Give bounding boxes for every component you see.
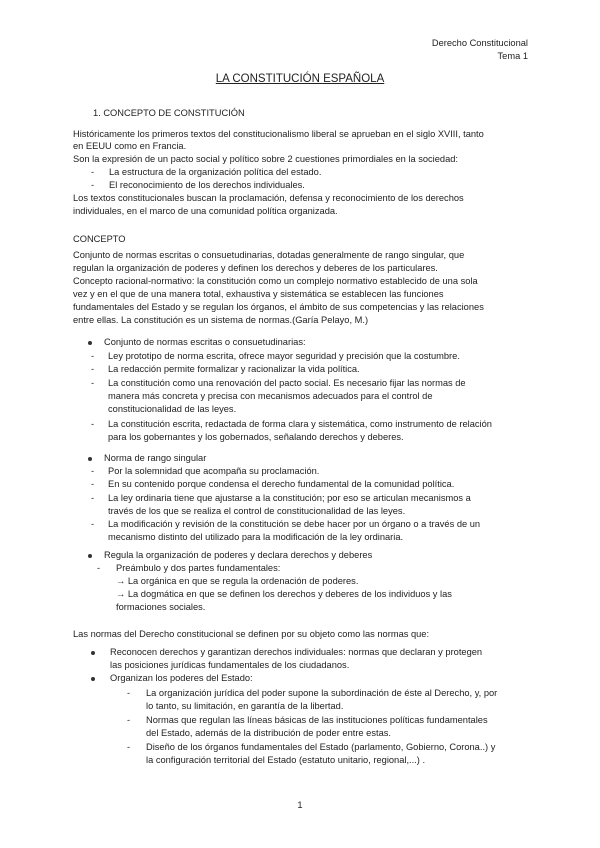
bullet-title: Regula la organización de poderes y declara derechos y deberes — [104, 550, 373, 560]
list-item-cont: constitucionalidad de las leyes. — [108, 404, 237, 414]
list-item: Por la solemnidad que acompaña su proclamación. — [108, 466, 320, 476]
bullet-dot — [91, 677, 95, 681]
outro-line: individuales, en el marco de una comunidad política organizada. — [73, 206, 338, 216]
normas-intro: Las normas del Derecho constitucional se definen por su objeto como las normas que: — [73, 629, 430, 639]
list-item-cont: través de los que se realiza el control de constitucionalidad de las leyes. — [108, 506, 406, 516]
concepto-line: Conjunto de normas escritas o consuetudinarias, dotadas generalmente de rango singular, que — [73, 250, 465, 260]
dash-marker: - — [91, 351, 95, 361]
page-title: LA CONSTITUCIÓN ESPAÑOLA — [215, 73, 385, 85]
dash-marker: - — [91, 167, 95, 177]
list-item: La constitución escrita, redactada de forma clara y sistemática, como instrumento de relación — [108, 419, 492, 429]
bullet-title: Organizan los poderes del Estado: — [110, 673, 253, 683]
concepto-line: vez y en el que de una manera total, exhaustiva y sistemática se establecen las funciones — [73, 289, 444, 299]
list-item: Ley prototipo de norma escrita, ofrece mayor seguridad y precisión que la costumbre. — [108, 351, 460, 361]
dash-marker: - — [127, 715, 131, 725]
page-number: 1 — [297, 800, 303, 810]
concepto-line: regulan la organización de poderes y definen los derechos y deberes de los particulares. — [73, 263, 438, 273]
intro-line: en EEUU como en Francia. — [73, 141, 187, 151]
list-item: El reconocimiento de los derechos individuales. — [109, 180, 305, 190]
dash-marker: - — [91, 378, 95, 388]
list-item: La redacción permite formalizar y racionalizar la vida política. — [108, 364, 360, 374]
header-subject: Derecho Constitucional — [431, 38, 528, 48]
concepto-line: entre ellas. La constitución es un sistema de normas.(Garía Pelayo, M.) — [73, 315, 369, 325]
list-item: En su contenido porque condensa el derecho fundamental de la comunidad política. — [108, 479, 455, 489]
list-item-cont: manera más concreta y precisa con mecanismos adecuados para el control de — [108, 391, 433, 401]
list-item-cont: lo tanto, su limitación, en garantía de la libertad. — [146, 701, 344, 711]
intro-line: Son la expresión de un pacto social y político sobre 2 cuestiones primordiales en la sociedad: — [73, 154, 459, 164]
concepto-heading: CONCEPTO — [73, 234, 126, 244]
dash-marker: - — [91, 419, 95, 429]
list-item: Normas que regulan las líneas básicas de las instituciones políticas fundamentales — [146, 715, 488, 725]
bullet-cont: las posiciones jurídicas fundamentales de los ciudadanos. — [110, 660, 350, 670]
bullet-title: Norma de rango singular — [104, 453, 207, 463]
list-item: La constitución como una renovación del pacto social. Es necesario fijar las normas de — [108, 378, 466, 388]
list-item-cont: para los gobernantes y los gobernados, señalando derechos y deberes. — [108, 432, 404, 442]
bullet-dot — [88, 341, 92, 345]
intro-line: Históricamente los primeros textos del constitucionalismo liberal se aprueban en el siglo XVIII, tanto — [73, 129, 484, 139]
dash-marker: - — [91, 519, 95, 529]
list-item: La estructura de la organización política del estado. — [109, 167, 322, 177]
concepto-line: fundamentales del Estado y se regulan los órganos, el ámbito de sus competencias y las relaciones — [73, 302, 484, 312]
sub-item: Preámbulo y dos partes fundamentales: — [116, 563, 281, 573]
dash-marker: - — [91, 479, 95, 489]
dash-marker: - — [91, 493, 95, 503]
arrow-item: → La dogmática en que se definen los derechos y deberes de los individuos y las — [116, 589, 452, 599]
list-item-cont: mecanismo distinto del utilizado para la modificación de la ley ordinaria. — [108, 532, 404, 542]
list-item: La organización jurídica del poder supone la subordinación de éste al Derecho, y, por — [146, 688, 498, 698]
dash-marker: - — [97, 563, 101, 573]
bullet-dot — [88, 554, 92, 558]
outro-line: Los textos constitucionales buscan la proclamación, defensa y reconocimiento de los derechos — [73, 193, 464, 203]
arrow-item-cont: formaciones sociales. — [116, 602, 206, 612]
list-item: La ley ordinaria tiene que ajustarse a la constitución; por eso se articulan mecanismos a — [108, 493, 471, 503]
concepto-line: Concepto racional-normativo: la constitución como un complejo normativo establecido de una sola — [73, 276, 478, 286]
bullet-title: Reconocen derechos y garantizan derechos individuales: normas que declaran y protegen — [110, 647, 483, 657]
list-item-cont: del Estado, además de la distribución de poder entre estas. — [146, 728, 391, 738]
header-topic: Tema 1 — [497, 51, 528, 61]
bullet-dot — [91, 651, 95, 655]
dash-marker: - — [91, 364, 95, 374]
dash-marker: - — [91, 466, 95, 476]
arrow-item: → La orgánica en que se regula la ordenación de poderes. — [116, 576, 359, 586]
list-item: La modificación y revisión de la constitución se debe hacer por un órgano o a través de un — [108, 519, 481, 529]
bullet-title: Conjunto de normas escritas o consuetudinarias: — [104, 337, 306, 347]
dash-marker: - — [91, 180, 95, 190]
dash-marker: - — [127, 688, 131, 698]
list-item: Diseño de los órganos fundamentales del Estado (parlamento, Gobierno, Corona..) y — [146, 742, 496, 752]
section-heading: 1. CONCEPTO DE CONSTITUCIÓN — [93, 108, 245, 118]
bullet-dot — [88, 457, 92, 461]
dash-marker: - — [127, 742, 131, 752]
list-item-cont: la configuración territorial del Estado (estatuto unitario, regional,...) . — [146, 755, 426, 765]
